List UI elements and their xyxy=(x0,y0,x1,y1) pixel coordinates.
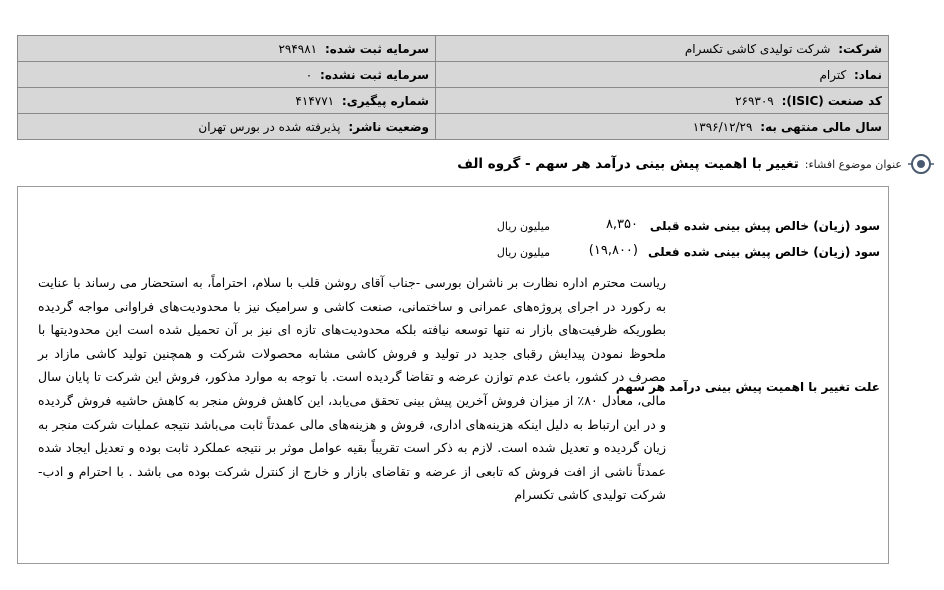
publisher-status-label: وضعیت ناشر: xyxy=(348,119,429,134)
subject-title: تغییر با اهمیت پیش بینی درآمد هر سهم - گروه الف xyxy=(457,156,799,172)
publisher-status-cell xyxy=(18,114,436,140)
isic-label: کد صنعت (ISIC): xyxy=(781,93,882,108)
fiscal-year-cell xyxy=(436,114,889,140)
eps-previous-unit: میلیون ریال xyxy=(496,220,550,233)
info-row-1 xyxy=(18,36,889,62)
tracking-value: ۴۱۴۷۷۱ xyxy=(295,93,335,108)
company-cell xyxy=(436,36,889,62)
target-icon xyxy=(908,151,934,177)
isic-value: ۲۶۹۳۰۹ xyxy=(735,93,774,108)
unregistered-capital-value: ۰ xyxy=(305,67,313,82)
tracking-label: شماره پیگیری: xyxy=(341,93,429,108)
company-info-table xyxy=(17,35,889,140)
registered-capital-cell xyxy=(18,36,436,62)
tracking-cell xyxy=(18,88,436,114)
eps-current-label: سود (زیان) خالص پیش بینی شده فعلی xyxy=(647,245,880,259)
info-row-2 xyxy=(18,62,889,88)
company-value: شرکت تولیدی کاشی تکسرام xyxy=(684,41,831,56)
subject-label: عنوان موضوع افشاء: xyxy=(804,157,902,171)
symbol-value: کترام xyxy=(819,67,847,82)
info-row-4 xyxy=(18,114,889,140)
registered-capital-value: ۲۹۴۹۸۱ xyxy=(278,41,318,56)
disclosure-panel xyxy=(17,186,889,564)
reason-text: ریاست محترم اداره نظارت بر ناشران بورسی -جناب آقای روشن قلب با سلام، احتراماً، به استحضار می رساند با عنایت به رکورد در اجرای پروژه‌های عمرانی و ساختمانی، صنعت کاشی و سرامیک نیز با محدودیت‌های فراوانی مواجه گردیده بطوریکه ظرفیت‌های بازار نه تنها توسعه نیافته بلکه محدودیت‌های تازه ای نیز بر آن تحمیل شده است این محدودیتها با ملحوظ نمودن پیدایش رقبای جدید در تولید و فروش کاشی مشابه محصولات شرکت و همچنین تولید کاشی مازاد بر مصرف در کشور، باعث عدم توازن عرضه و تقاضا گردیده است. با توجه به موارد مذکور، فروش این شرکت تا پایان سال مالی، معادل ۸۰٪ از میزان فروش آخرین پیش بینی تحقق می‌یابد، این کاهش فروش منجر به کاهش حاشیه فروش گردیده و در این ارتباط به دلیل اینکه هزینه‌های اداری، فروش و هزینه‌های مالی عمدتاً ثابت می‌باشد نتیجه عملیات شرکت منجر به زیان گردیده و تعدیل شده است. لازم به ذکر است تقریباً بقیه عوامل موثر بر نتیجه عملکرد ثابت بوده و تعدیل ایجاد شده عمدتاً ناشی از افت فروش که تابعی از عرضه و تقاضای بازار و خارج از کنترل شرکت بوده می باشد . با احترام و ادب-شرکت تولیدی کاشی تکسرام xyxy=(38,275,666,503)
fiscal-year-value: ۱۳۹۶/۱۲/۲۹ xyxy=(692,119,753,134)
eps-previous-value: ۸,۳۵۰ xyxy=(605,217,638,232)
unregistered-capital-cell xyxy=(18,62,436,88)
reason-label: علت تغییر با اهمیت پیش بینی درآمد هر سهم xyxy=(615,380,880,394)
eps-current-unit: میلیون ریال xyxy=(496,246,550,259)
symbol-label: نماد: xyxy=(853,67,882,82)
symbol-cell xyxy=(436,62,889,88)
company-label: شرکت: xyxy=(838,41,882,56)
eps-current-value: (۱۹,۸۰۰) xyxy=(588,243,638,258)
registered-capital-label: سرمایه ثبت شده: xyxy=(324,41,429,56)
info-row-3 xyxy=(18,88,889,114)
eps-current-row xyxy=(18,243,888,263)
isic-cell xyxy=(436,88,889,114)
eps-previous-label: سود (زیان) خالص پیش بینی شده قبلی xyxy=(649,219,880,233)
fiscal-year-label: سال مالی منتهی به: xyxy=(760,119,882,134)
publisher-status-value: پذیرفته شده در بورس تهران xyxy=(198,119,341,134)
subject-heading xyxy=(414,150,934,178)
eps-previous-row xyxy=(18,217,888,237)
unregistered-capital-label: سرمایه ثبت نشده: xyxy=(320,67,429,82)
